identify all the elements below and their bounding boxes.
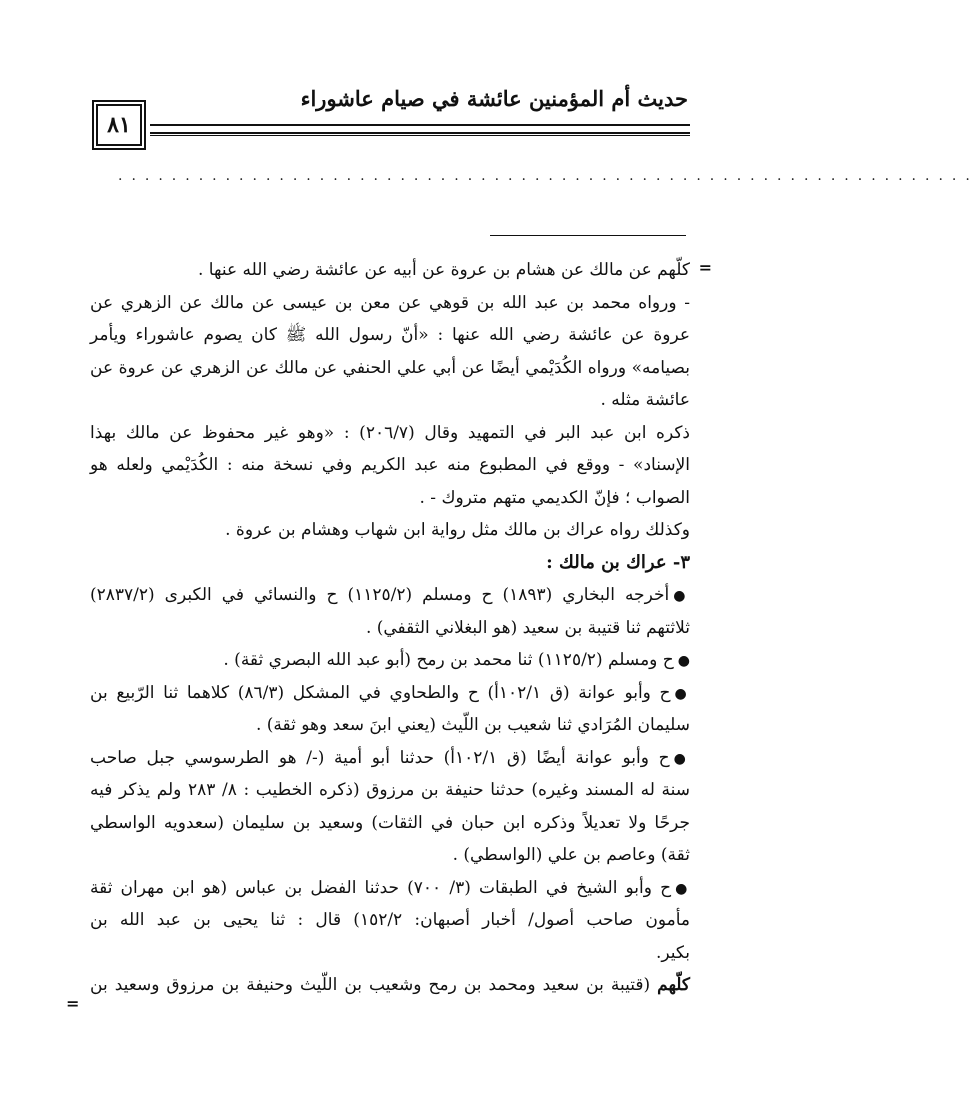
bullet-text: ح وأبو الشيخ في الطبقات (٣/ ٧٠٠) حدثنا الفضل بن عباس (هو ابن مهران ثقة — [90, 877, 672, 898]
text-line: الإسناد» - ووقع في المطبوع منه عبد الكريم وفي نسخة منه : الكُدَيْمي ولعله هو — [90, 455, 690, 475]
bullet-text: ح وأبو عوانة (ق ١٠٢/١أ) ح والطحاوي في المشكل (٨٦/٣) كلاهما ثنا الرّبيع بن — [90, 682, 671, 703]
page-number: ٨١ — [107, 112, 131, 138]
bullet-line — [90, 742, 690, 775]
text-line: وكذلك رواه عراك بن مالك مثل رواية ابن شهاب وهشام بن عروة . — [225, 520, 690, 540]
text-line: عائشة مثله . — [600, 390, 690, 410]
text-line: سليمان المُرَادي ثنا شعيب بن اللّيث (يعني ابنَ سعد وهو ثقة) . — [255, 715, 690, 735]
bullet-icon: ● — [673, 588, 690, 604]
bullet-text: ح وأبو عوانة أيضًا (ق ١٠٢/١أ) حدثنا أبو أمية (-/ هو الطرسوسي جبل صاحب — [90, 747, 670, 768]
dotted-separator: ................................................................ — [118, 168, 979, 184]
bullet-icon: ● — [675, 880, 691, 897]
header-rule — [150, 124, 690, 134]
bullet-icon: ● — [677, 653, 690, 669]
text-line: ثقة) وعاصم بن علي (الواسطي) . — [452, 845, 690, 865]
bullet-line — [90, 872, 690, 905]
section-heading: ٣- عراك بن مالك : — [546, 551, 690, 573]
text-line: عروة عن عائشة رضي الله عنها : «أنّ رسول الله ﷺ كان يصوم عاشوراء ويأمر — [90, 325, 690, 345]
text-line: كلّهم عن مالك عن هشام بن عروة عن أبيه عن عائشة رضي الله عنها . — [198, 260, 690, 280]
bullet-icon: ● — [673, 750, 691, 767]
text-line: جرحًا ولا تعديلاً وذكره ابن حبان في الثقات) وسعيد بن سليمان (سعدويه الواسطي — [90, 812, 690, 833]
footnote-body — [90, 254, 690, 1002]
bullet-icon: ● — [674, 685, 690, 702]
text-line: بصيامه» ورواه الكُدَيْمي أيضًا عن أبي علي الحنفي عن مالك عن الزهري عن عروة عن — [90, 357, 690, 378]
continuation-mark-top: = — [698, 258, 712, 277]
bullet-line — [90, 644, 690, 677]
bullet-text: ح ومسلم (١١٢٥/٢) ثنا محمد بن رمح (أبو عبد الله البصري ثقة) . — [223, 650, 674, 670]
text-line: سنة له المسند وغيره) حدثنا حنيفة بن مرزوق (ذكره الخطيب : ٨/ ٢٨٣ ولم يذكر فيه — [90, 780, 690, 800]
text-line: ذكره ابن عبد البر في التمهيد وقال (٢٠٦/٧) : «وهو غير محفوظ عن مالك بهذا — [90, 422, 690, 443]
text-line: الصواب ؛ فإنّ الكديمي متهم متروك - . — [419, 487, 690, 508]
text-line: - ورواه محمد بن عبد الله بن قوهي عن معن بن عيسى عن مالك عن الزهري عن — [90, 292, 690, 313]
text-line: بكير. — [655, 942, 690, 963]
bullet-text: أخرجه البخاري (١٨٩٣) ح ومسلم (١١٢٥/٢) ح والنسائي في الكبرى (٢٨٣٧/٢) — [90, 585, 670, 605]
footnote-rule — [490, 235, 686, 236]
continuation-mark-bottom: = — [66, 994, 80, 1013]
header-rule-thin — [150, 135, 690, 136]
bullet-line — [90, 677, 690, 710]
lead-word: كلّهم — [657, 975, 691, 995]
running-header-title: حديث أم المؤمنين عائشة في صيام عاشوراء — [300, 86, 688, 111]
text-line-last — [90, 969, 690, 1002]
last-line-text: (قتيبة بن سعيد ومحمد بن رمح وشعيب بن اللّيث وحنيفة بن مرزوق وسعيد بن — [90, 975, 651, 995]
text-line: ثلاثتهم ثنا قتيبة بن سعيد (هو البغلاني الثقفي) . — [365, 617, 690, 638]
page-number-box — [92, 100, 146, 150]
bullet-line — [90, 579, 690, 612]
text-line: مأمون صاحب أصول/ أخبار أصبهان: ١٥٢/٢) قال : ثنا يحيى بن عبد الله بن — [90, 910, 691, 930]
